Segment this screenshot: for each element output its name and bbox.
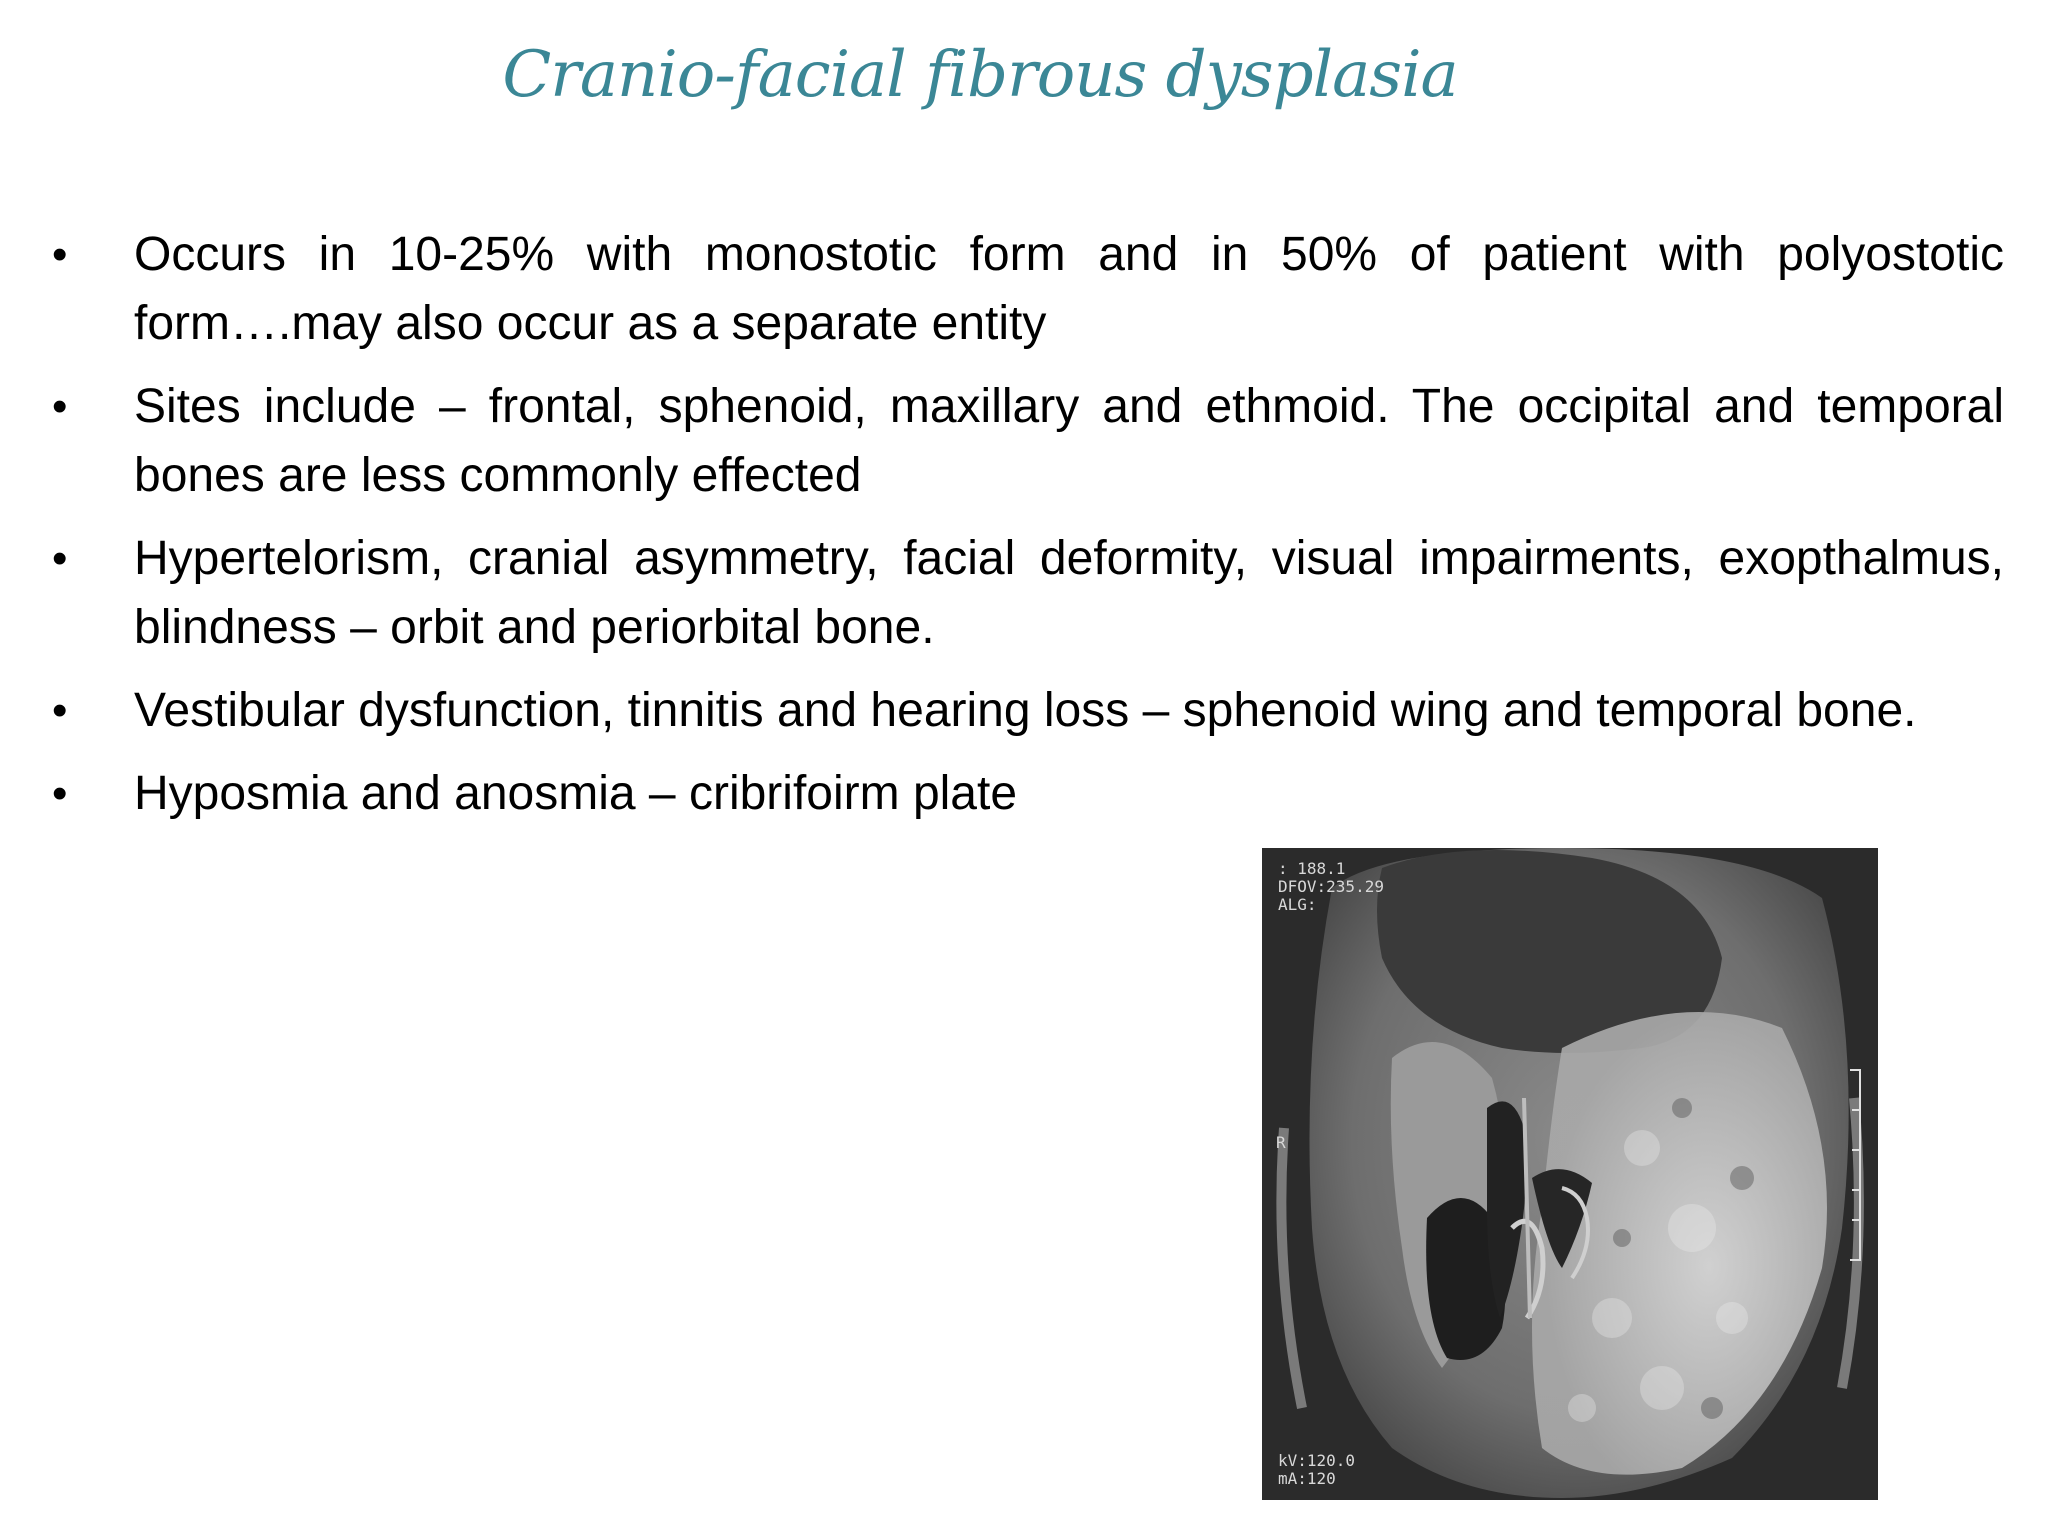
bullet-icon: • [52, 230, 68, 279]
slide-title: Cranio-facial fibrous dysplasia [502, 38, 1458, 112]
ct-side-marker: R [1276, 1133, 1286, 1152]
bullet-text: Vestibular dysfunction, tinnitis and hearing loss – sphenoid wing and temporal bone. [134, 684, 1917, 737]
bullet-icon: • [52, 534, 68, 583]
bullet-item [48, 524, 2004, 662]
bullet-text: Occurs in 10-25% with monostotic form and in 50% of patient with polyostotic form….may also occur as a separate entity [134, 228, 2004, 350]
bullet-item [48, 372, 2004, 510]
bullet-list [48, 220, 2004, 842]
bullet-text: Sites include – frontal, sphenoid, maxillary and ethmoid. The occipital and temporal bones are less commonly effected [134, 380, 2004, 502]
bullet-icon: • [52, 769, 68, 818]
bullet-item [48, 676, 2004, 745]
ct-overlay-bottom: kV:120.0 mA:120 [1278, 1451, 1356, 1488]
ct-overlay-top: : 188.1 DFOV:235.29 ALG: [1278, 859, 1384, 914]
bullet-item [48, 220, 2004, 358]
bullet-text: Hypertelorism, cranial asymmetry, facial deformity, visual impairments, exopthalmus, blindness – orbit and periorbital bone. [134, 532, 2004, 654]
ct-scan-image [1262, 848, 1878, 1500]
ct-scan-drawing [1262, 848, 1878, 1500]
bullet-item [48, 759, 2004, 828]
bullet-icon: • [52, 686, 68, 735]
bullet-icon: • [52, 382, 68, 431]
bullet-text: Hyposmia and anosmia – cribrifoirm plate [134, 767, 1018, 820]
